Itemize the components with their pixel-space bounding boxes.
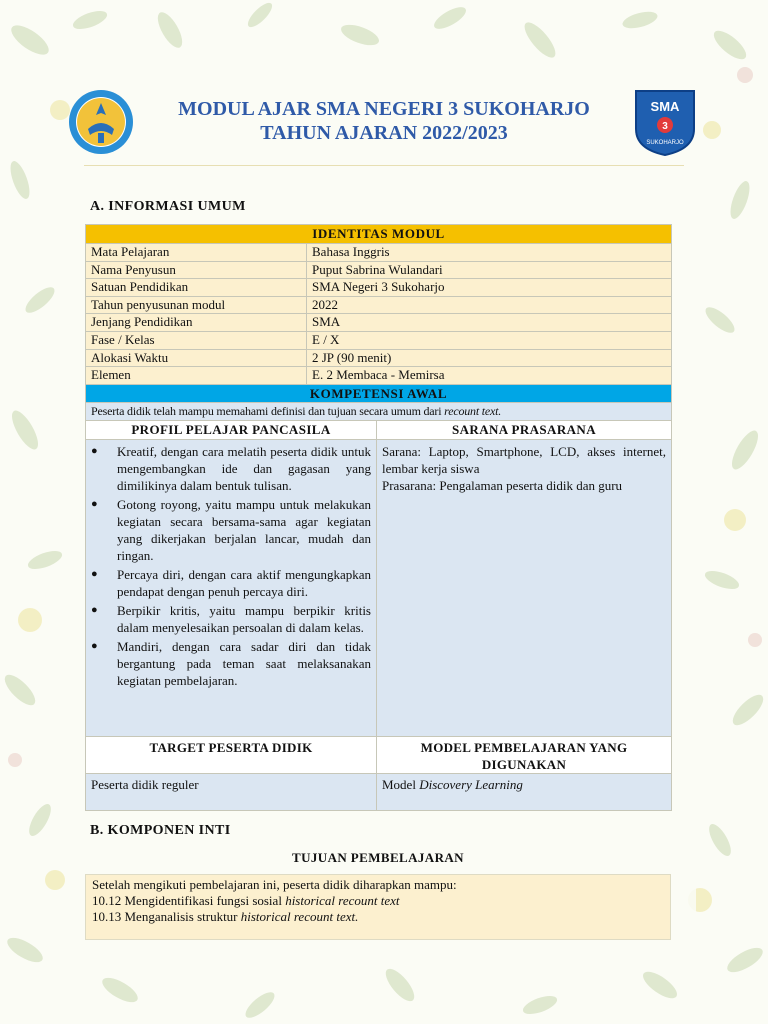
section-b-heading: B. KOMPONEN INTI — [90, 823, 231, 838]
info-value: 2 JP (90 menit) — [307, 349, 672, 367]
profil-list — [91, 443, 371, 689]
tut-wuri-handayani-logo — [68, 89, 134, 155]
info-value: 2022 — [307, 296, 672, 314]
tujuan-item-text: 10.13 Menganalisis struktur — [92, 909, 241, 924]
info-value: Puput Sabrina Wulandari — [307, 261, 672, 279]
list-item — [91, 443, 371, 494]
info-label: Elemen — [86, 367, 307, 385]
bullet-icon: ● — [91, 497, 98, 510]
logo-sma-text: SMA — [650, 99, 680, 114]
target-peserta-value: Peserta didik reguler — [86, 773, 377, 810]
kompetensi-awal-text — [86, 402, 672, 420]
tujuan-item-italic: historical recount text — [285, 893, 400, 908]
target-peserta-header: TARGET PESERTA DIDIK — [86, 736, 377, 773]
section-a-heading: A. INFORMASI UMUM — [90, 199, 246, 214]
table-row — [86, 331, 672, 349]
table-row — [86, 261, 672, 279]
bullet-icon: ● — [91, 603, 98, 616]
tujuan-item — [92, 893, 664, 909]
info-value: E / X — [307, 331, 672, 349]
academic-year-title: TAHUN AJARAN 2022/2023 — [260, 122, 508, 144]
info-value: Bahasa Inggris — [307, 244, 672, 262]
list-item — [91, 566, 371, 600]
info-label: Jenjang Pendidikan — [86, 314, 307, 332]
sarana-text: Sarana: Laptop, Smartphone, LCD, akses internet, lembar kerja siswa — [382, 443, 667, 476]
info-value: SMA Negeri 3 Sukoharjo — [307, 279, 672, 297]
info-label: Alokasi Waktu — [86, 349, 307, 367]
list-item-text: Percaya diri, dengan cara aktif mengungkapkan pendapat dengan penuh percaya diri. — [117, 566, 371, 599]
sarana-prasarana-cell — [377, 439, 672, 736]
model-italic: Discovery Learning — [419, 776, 523, 792]
tujuan-item-text: 10.12 Mengidentifikasi fungsi sosial — [92, 893, 286, 908]
header-divider — [84, 165, 684, 166]
kompetensi-awal-header: KOMPETENSI AWAL — [86, 384, 672, 402]
tujuan-intro: Setelah mengikuti pembelajaran ini, peserta didik diharapkan mampu: — [92, 877, 457, 892]
model-prefix: Model — [382, 776, 420, 792]
sma-sukoharjo-logo — [632, 87, 698, 157]
identitas-modul-header: IDENTITAS MODUL — [86, 225, 672, 244]
list-item-text: Mandiri, dengan cara sadar diri dan tidak bergantung pada teman saat melaksanakan kegiatan pembelajaran. — [117, 638, 371, 688]
kompetensi-text-italic: recount text. — [444, 403, 502, 418]
table-row — [86, 349, 672, 367]
table-row — [86, 314, 672, 332]
bullet-icon: ● — [91, 567, 98, 580]
info-label: Mata Pelajaran — [86, 244, 307, 262]
module-info-table — [85, 224, 672, 811]
info-label: Fase / Kelas — [86, 331, 307, 349]
list-item — [91, 496, 371, 564]
profil-pelajar-cell — [86, 439, 377, 736]
tujuan-item-italic: historical recount text. — [240, 909, 359, 924]
kompetensi-text: Peserta didik telah mampu memahami definisi dan tujuan secara umum dari — [91, 403, 445, 418]
table-row — [86, 244, 672, 262]
info-value: E. 2 Membaca - Memirsa — [307, 367, 672, 385]
tujuan-item — [92, 909, 664, 925]
model-pembelajaran-value — [377, 773, 672, 810]
list-item — [91, 638, 371, 689]
bullet-icon: ● — [91, 444, 98, 457]
document-title: MODUL AJAR SMA NEGERI 3 SUKOHARJO — [178, 98, 590, 120]
profil-pelajar-header: PROFIL PELAJAR PANCASILA — [86, 420, 377, 439]
list-item-text: Kreatif, dengan cara melatih peserta didik untuk mengembangkan ide dan gagasan yang dimilikinya dalam bentuk tulisan. — [117, 443, 371, 493]
document-header — [60, 84, 708, 164]
model-pembelajaran-header: MODEL PEMBELAJARAN YANG DIGUNAKAN — [377, 736, 672, 773]
list-item-text: Gotong royong, yaitu mampu untuk melakukan kegiatan secara bersama-sama agar kegiatan yang dikerjakan berjalan lancar, mudah dan ringan. — [117, 496, 371, 563]
bullet-icon: ● — [91, 639, 98, 652]
list-item-text: Berpikir kritis, yaitu mampu berpikir kritis dalam menyelesaikan persoalan di dalam kelas. — [117, 602, 371, 635]
logo-number-text: 3 — [662, 121, 668, 132]
sarana-prasarana-header: SARANA PRASARANA — [377, 420, 672, 439]
info-label: Nama Penyusun — [86, 261, 307, 279]
info-label: Tahun penyusunan modul — [86, 296, 307, 314]
info-label: Satuan Pendidikan — [86, 279, 307, 297]
prasarana-text: Prasarana: Pengalaman peserta didik dan guru — [382, 477, 623, 493]
tujuan-pembelajaran-box — [85, 874, 671, 940]
list-item — [91, 602, 371, 636]
table-row — [86, 367, 672, 385]
tujuan-pembelajaran-title: TUJUAN PEMBELAJARAN — [292, 850, 464, 865]
table-row — [86, 279, 672, 297]
logo-sukoharjo-text: SUKOHARJO — [646, 140, 684, 146]
info-value: SMA — [307, 314, 672, 332]
table-row — [86, 296, 672, 314]
